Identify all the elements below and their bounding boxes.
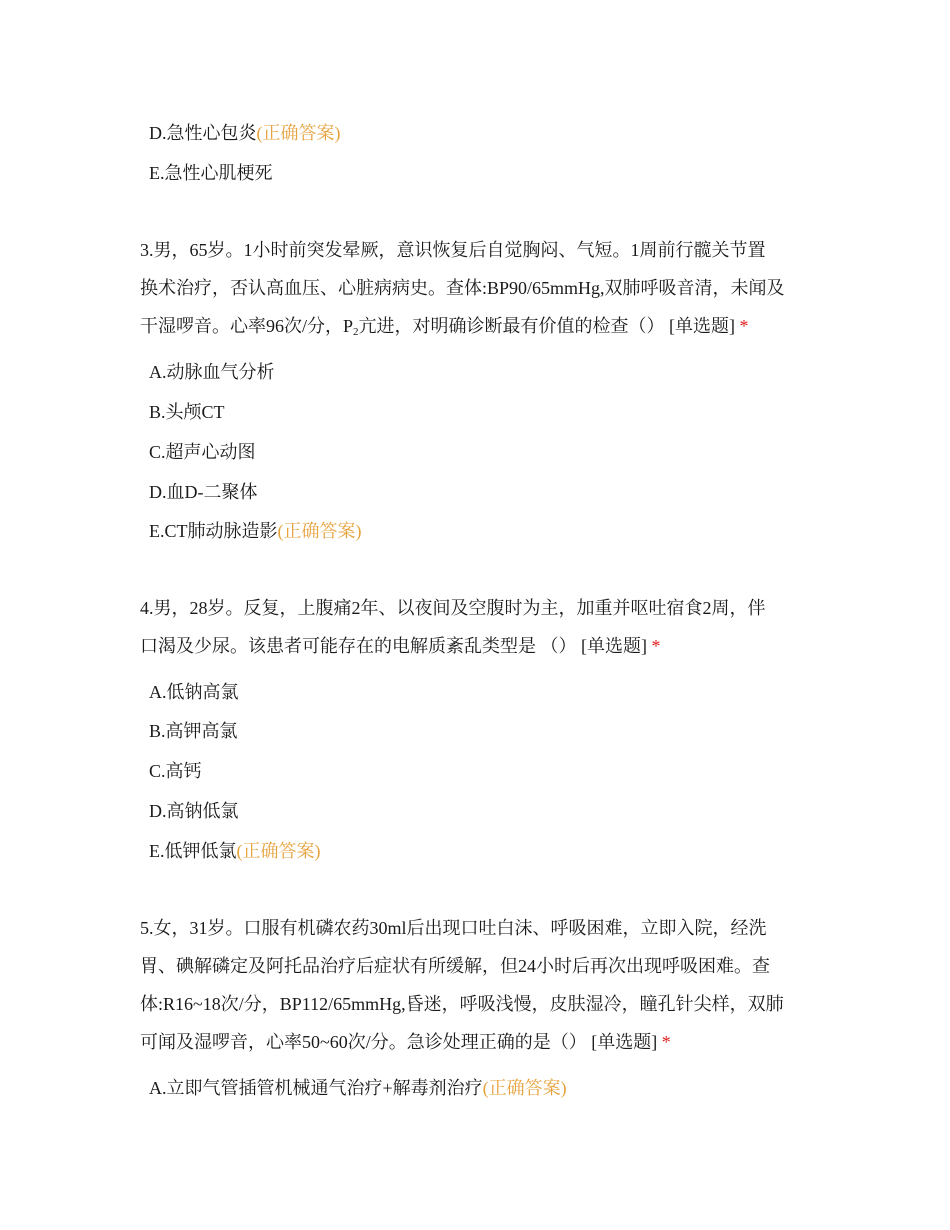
question-text-line xyxy=(140,1030,671,1054)
option-text: E.低钾低氯 xyxy=(149,841,237,861)
question-type-label: [单选题] xyxy=(581,636,647,656)
question-type-label: [单选题] xyxy=(669,316,736,336)
option-text: E.急性心肌梗死 xyxy=(149,163,273,183)
question-text-line: 胃、碘解磷定及阿托品治疗后症状有所缓解，但24小时后再次出现呼吸困难。查 xyxy=(140,956,770,976)
option-text: A.立即气管插管机械通气治疗+解毒剂治疗 xyxy=(149,1078,483,1098)
option-q4-b xyxy=(149,719,238,743)
question-text: 亢进，对明确诊断最有价值的检查（） xyxy=(358,316,665,336)
question-text-line: 5.女，31岁。口服有机磷农药30ml后出现口吐白沫、呼吸困难，立即入院，经洗 xyxy=(140,918,767,938)
option-q3-a xyxy=(149,360,275,384)
question-type-label: [单选题] xyxy=(591,1032,658,1052)
correct-answer-marker: (正确答案) xyxy=(277,521,362,541)
option-text: A.低钠高氯 xyxy=(149,682,239,702)
question-text-line xyxy=(140,314,749,338)
correct-answer-marker: (正确答案) xyxy=(482,1078,567,1098)
option-text: D.血D-二聚体 xyxy=(149,482,258,502)
subscript: 2 xyxy=(353,326,359,338)
question-text-line: 4.男，28岁。反复，上腹痛2年、以夜间及空腹时为主，加重并呕吐宿食2周，伴 xyxy=(140,598,766,618)
option-q3-b xyxy=(149,400,225,424)
question-text: 干湿啰音。心率96次/分，P xyxy=(140,316,354,336)
option-q4-c xyxy=(149,759,202,783)
option-q2-e xyxy=(149,161,273,185)
question-text-line: 体:R16~18次/分，BP112/65mmHg,昏迷，呼吸浅慢，皮肤湿冷，瞳孔针尖样，双肺 xyxy=(140,994,784,1014)
option-q5-a xyxy=(149,1076,567,1100)
question-text: 口渴及少尿。该患者可能存在的电解质紊乱类型是 （） xyxy=(140,636,577,656)
correct-answer-marker: (正确答案) xyxy=(236,841,321,861)
required-marker: * xyxy=(739,316,749,336)
question-text-line: 3.男，65岁。1小时前突发晕厥，意识恢复后自觉胸闷、气短。1周前行髋关节置 xyxy=(140,240,766,260)
option-q3-c xyxy=(149,440,256,464)
question-text-line xyxy=(140,634,661,658)
option-q3-d xyxy=(149,480,258,504)
option-text: A.动脉血气分析 xyxy=(149,362,275,382)
option-text: E.CT肺动脉造影 xyxy=(149,521,278,541)
question-text-line: 换术治疗，否认高血压、心脏病病史。查体:BP90/65mmHg,双肺呼吸音清，未闻及 xyxy=(140,278,785,298)
option-q2-d xyxy=(149,121,341,145)
option-q3-e xyxy=(149,519,362,543)
question-text: 可闻及湿啰音，心率50~60次/分。急诊处理正确的是（） xyxy=(140,1032,587,1052)
option-text: D.高钠低氯 xyxy=(149,801,239,821)
option-q4-e xyxy=(149,839,321,863)
required-marker: * xyxy=(661,1032,671,1052)
option-text: D.急性心包炎 xyxy=(149,123,257,143)
required-marker: * xyxy=(651,636,661,656)
option-q4-d xyxy=(149,799,239,823)
option-q4-a xyxy=(149,680,239,704)
correct-answer-marker: (正确答案) xyxy=(256,123,341,143)
option-text: B.头颅CT xyxy=(149,402,225,422)
option-text: C.超声心动图 xyxy=(149,442,256,462)
option-text: C.高钙 xyxy=(149,761,202,781)
option-text: B.高钾高氯 xyxy=(149,721,238,741)
